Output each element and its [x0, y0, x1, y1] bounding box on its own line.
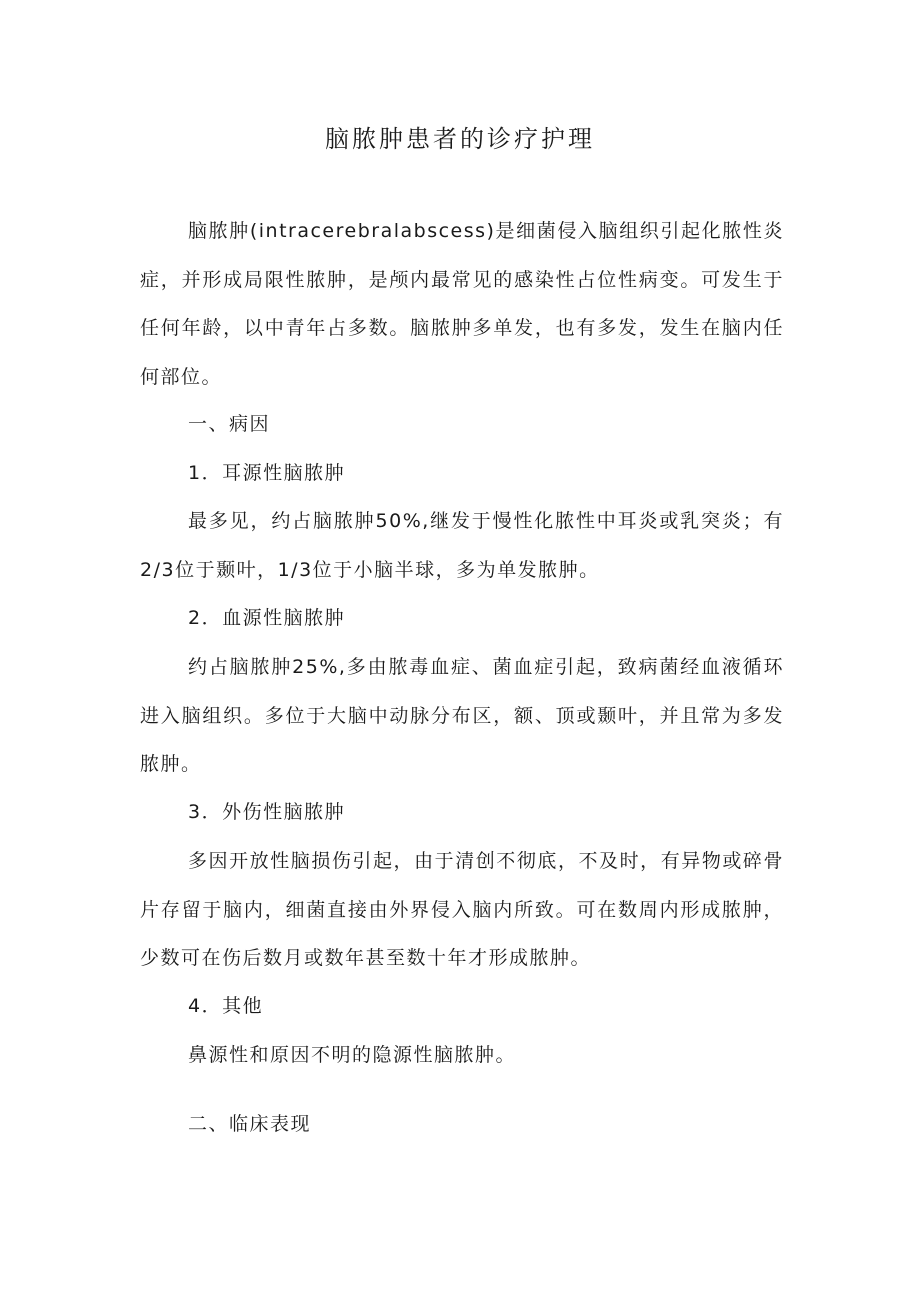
- subheading-traumatic: 3．外伤性脑脓肿: [188, 801, 346, 823]
- paragraph-otogenic: 最多见，约占脑脓肿50%,继发于慢性化脓性中耳炎或乳突炎；有2/3位于颞叶，1/3位于小脑半球，多为单发脓肿。: [140, 510, 784, 581]
- document-title: 脑脓肿患者的诊疗护理: [325, 125, 595, 153]
- section-heading-etiology: 一、病因: [188, 413, 271, 435]
- subheading-otogenic: 1．耳源性脑脓肿: [188, 462, 346, 484]
- subheading-hematogenous: 2．血源性脑脓肿: [188, 607, 346, 629]
- section-heading-clinical: 二、临床表现: [188, 1113, 312, 1135]
- paragraph-traumatic: 多因开放性脑损伤引起，由于清创不彻底，不及时，有异物或碎骨片存留于脑内，细菌直接由外界侵入脑内所致。可在数周内形成脓肿，少数可在伤后数月或数年甚至数十年才形成脓肿。: [140, 850, 784, 969]
- subheading-other: 4．其他: [188, 995, 264, 1017]
- paragraph-hematogenous: 约占脑脓肿25%,多由脓毒血症、菌血症引起，致病菌经血液循环进入脑组织。多位于大脑中动脉分布区，额、顶或颞叶，并且常为多发脓肿。: [140, 656, 784, 775]
- paragraph-intro: 脑脓肿(intracerebralabscess)是细菌侵入脑组织引起化脓性炎症，并形成局限性脓肿，是颅内最常见的感染性占位性病变。可发生于任何年龄，以中青年占多数。脑脓肿多单发，也有多发，发生在脑内任何部位。: [140, 220, 784, 388]
- paragraph-other: 鼻源性和原因不明的隐源性脑脓肿。: [188, 1044, 517, 1066]
